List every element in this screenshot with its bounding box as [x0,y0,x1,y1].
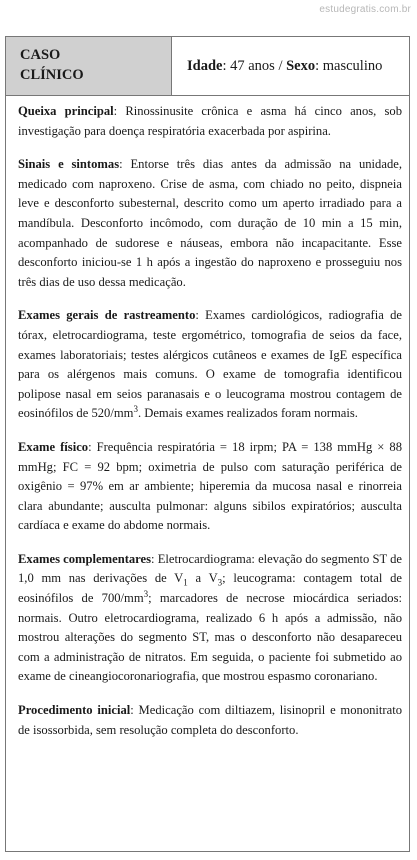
clinical-case-box [5,36,410,852]
sex-label: Sexo [286,57,316,74]
case-header [6,37,409,96]
section-queixa-principal [18,102,402,141]
section-title: Procedimento inicial [18,703,131,718]
section-procedimento-inicial [18,701,402,740]
section-text: : Rinossinusite crônica e asma há cinco anos, sob investigação para doença respiratória exacerbada por aspirina. [18,104,402,138]
age-value: : 47 anos / [222,57,287,74]
superscript: 3 [133,404,138,415]
patient-info [172,37,409,95]
subscript: 1 [183,577,188,588]
superscript: 3 [143,588,149,599]
case-label-line1: CASO [20,47,61,63]
section-exames-gerais [18,306,402,424]
section-text: : Entorse três dias antes da admissão na unidade, medicado com naproxeno. Crise de asma, com chiado no peito, dispneia leve e desconforto subesternal, descrito como um aperto irradiado para a mandíbula. Desconforto incômodo, com duração de 10 min a 15 min, acompanhado de sudorese e náuseas, embora não incapacitante. Esse desconforto iniciou-se 1 h após a ingestão do naproxeno e prosseguiu nos três dias de uso dessa medicação. [18,157,402,289]
section-text: : Medicação com diltiazem, lisinopril e mononitrato de isossorbida, sem resolução completa do desconforto. [18,703,402,737]
section-text: : Exames cardiológicos, radiografia de tórax, eletrocardiograma, teste ergométrico, tomografia de seios da face, exames laboratoriais; testes alérgicos cutâneos e exames de IgE específica para os alérgenos mais comuns. O exame de tomografia identificou polipose nasal em seios paranasais e o leucograma mostrou contagem de eosinófilos de 520/mm [18,308,402,421]
section-text: ; leucograma: contagem total de eosinófilos de 700/mm [18,571,402,606]
case-body [6,96,409,740]
age-label: Idade [187,57,223,74]
section-text: ; marcadores de necrose miocárdica seriados: normais. Outro eletrocardiograma, realizado 6 h após a admissão, não mostrou alterações do segmento ST, mas o desconforto não desapareceu com a administração de nitratos. Em seguida, o paciente foi submetido ao exame de cineangiocoronariografia, que mostrou espasmo coronariano. [18,591,402,684]
section-title: Exames complementares [18,551,152,566]
sex-value: : masculino [315,57,383,74]
section-text: . Demais exames realizados foram normais. [137,406,358,421]
section-sinais-sintomas [18,155,402,292]
case-label [6,37,172,95]
section-text: : Frequência respiratória = 18 irpm; PA = 138 mmHg × 88 mmHg; FC = 92 bpm; oximetria de pulso com saturação periférica de oxigênio = 97% em ar ambiente; hiperemia da mucosa nasal e rinorreia clara abundante; ausculta pulmonar: alguns sibilos expiratórios; ausculta cardíaca e exame do abdome normais. [18,439,402,533]
section-text: : Eletrocardiograma: elevação do segmento ST de 1,0 mm nas derivações de V [18,551,402,586]
section-text: a V [187,571,218,586]
section-exame-fisico [18,438,402,536]
section-title: Exames gerais de rastreamento [18,308,196,323]
subscript: 3 [217,577,223,588]
watermark: estudegratis.com.br [319,4,411,15]
section-exames-complementares [18,550,402,687]
section-title: Exame físico [18,439,89,454]
case-label-line2: CLÍNICO [20,67,84,83]
section-title: Sinais e sintomas [18,157,120,172]
section-title: Queixa principal [18,104,114,118]
